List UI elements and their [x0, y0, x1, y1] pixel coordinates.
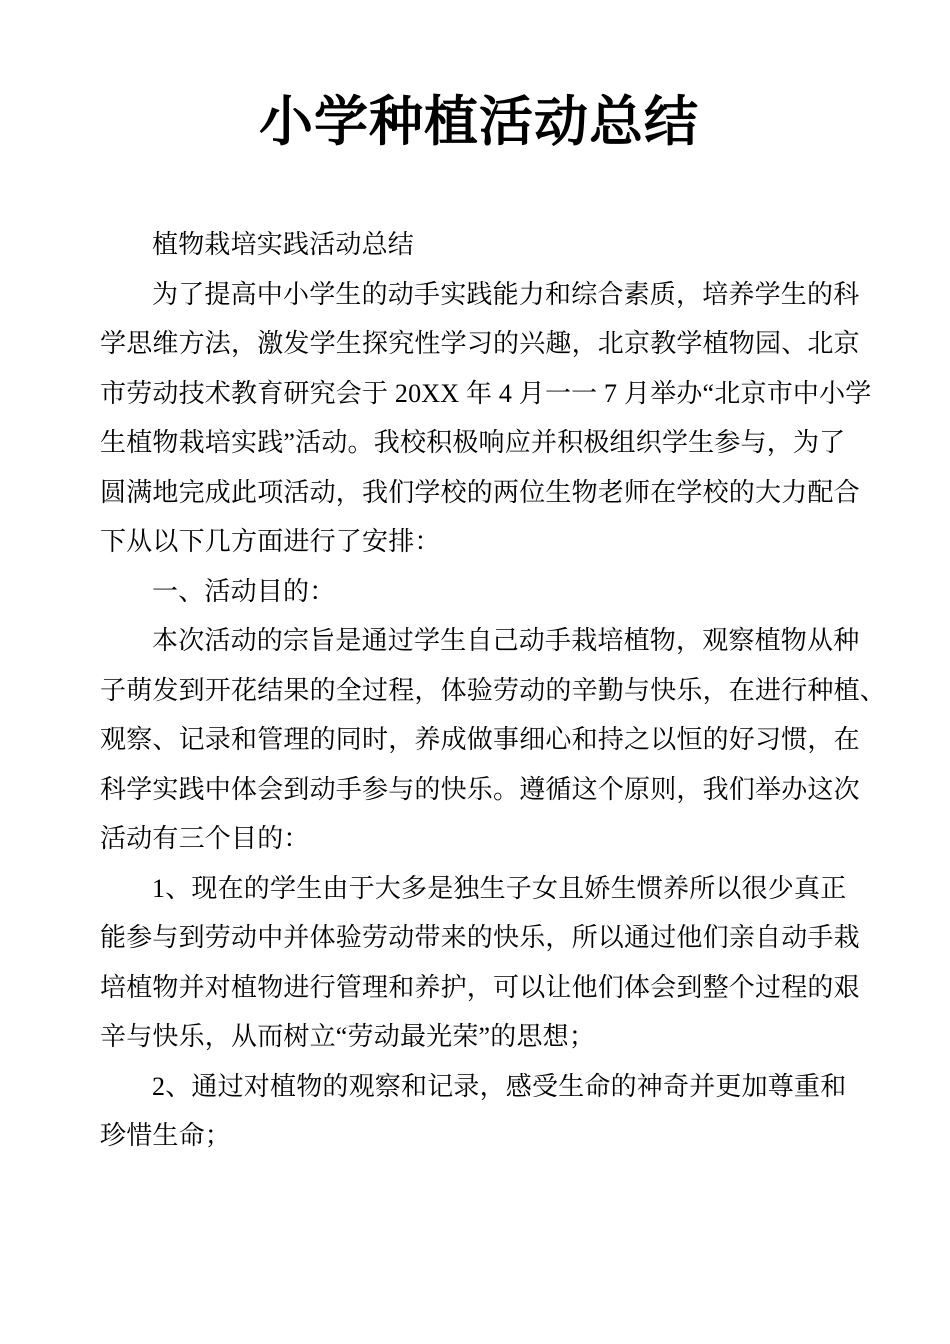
text-line: 科学实践中体会到动手参与的快乐。遵循这个原则，我们举办这次 [100, 774, 860, 804]
text-line: 1、现在的学生由于大多是独生子女且娇生惯养所以很少真正 [152, 873, 847, 903]
text-line: 辛与快乐，从而树立“劳动最光荣”的思想； [100, 1022, 596, 1051]
text-line: 子萌发到开花结果的全过程，体验劳动的辛勤与快乐，在进行种植、 [100, 675, 887, 705]
text-line: 本次活动的宗旨是通过学生自己动手栽培植物，观察植物从种 [152, 626, 860, 655]
text-line: 活动有三个目的： [100, 824, 310, 853]
text-line: 下从以下几方面进行了安排： [100, 527, 441, 556]
text-line: 市劳动技术教育研究会于 20XX 年 4 月一一 7 月举办“北京市中小学 [100, 378, 872, 408]
text-line: 能参与到劳动中并体验劳动带来的快乐，所以通过他们亲自动手栽 [100, 923, 860, 952]
document-body [100, 220, 887, 1161]
text-line: 2、通过对植物的观察和记录，感受生命的神奇并更加尊重和 [152, 1071, 847, 1101]
text-line: 学思维方法，激发学生探究性学习的兴趣，北京教学植物园、北京 [100, 329, 860, 358]
text-line: 一、活动目的： [152, 576, 336, 606]
text-line: 生植物栽培实践”活动。我校积极响应并积极组织学生参与，为了 [100, 428, 846, 457]
text-line: 圆满地完成此项活动，我们学校的两位生物老师在学校的大力配合 [100, 477, 860, 507]
text-line: 观察、记录和管理的同时，养成做事细心和持之以恒的好习惯，在 [100, 725, 860, 754]
text-line: 培植物并对植物进行管理和养护，可以让他们体会到整个过程的艰 [100, 972, 860, 1002]
text-line: 为了提高中小学生的动手实践能力和综合素质，培养学生的科 [152, 279, 860, 309]
document-title: 小学种植活动总结 [259, 90, 699, 153]
text-line: 珍惜生命； [100, 1121, 232, 1150]
text-line: 植物栽培实践活动总结 [152, 230, 415, 259]
